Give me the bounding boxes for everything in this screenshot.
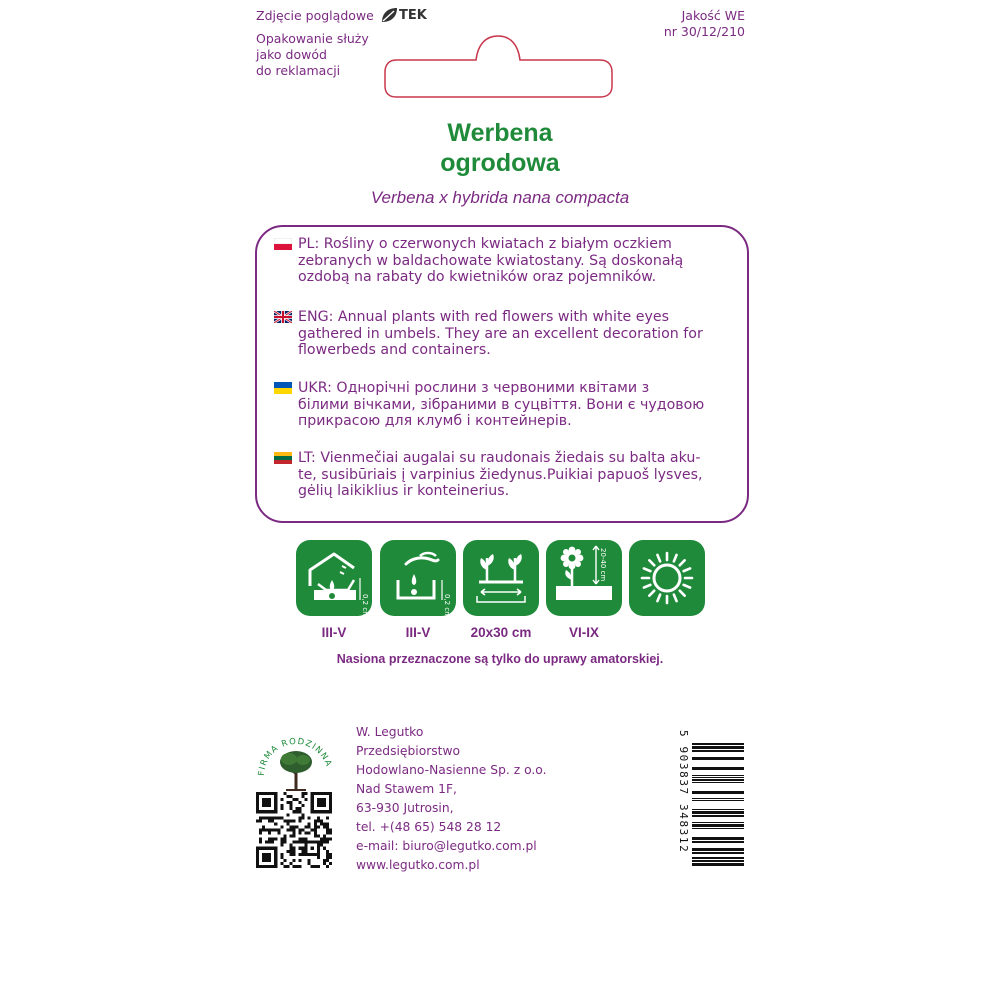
barcode-bar <box>692 798 744 799</box>
barcode-bar <box>692 860 744 862</box>
latin-name: Verbena x hybrida nana compacta <box>370 188 630 207</box>
svg-text:0,2 cm: 0,2 cm <box>443 594 451 616</box>
company-phone: tel. +(48 65) 548 28 12 <box>356 820 502 834</box>
sun-ray <box>644 585 650 588</box>
sun-ray <box>657 555 660 561</box>
tile-label-spacing: 20x30 cm <box>470 625 532 640</box>
sun-ray <box>684 585 690 588</box>
barcode-bar <box>692 777 744 778</box>
quality-note: Jakość WE nr 30/12/210 <box>663 8 745 39</box>
illustrative-note: Zdjęcie poglądowe <box>256 8 374 23</box>
description-box <box>255 225 749 523</box>
barcode-bar <box>692 782 744 783</box>
description-lt: LT: Vienmečiai augalai su raudonais žiedais su balta aku- te, susibūriais į varpinius žiedynus.Puikiai papuoš lysves, gėlių laikiklius ir konteinerius. <box>274 450 739 500</box>
hanger-hole <box>380 30 616 102</box>
ukraine-flag-icon <box>274 382 292 394</box>
sun-ray <box>649 591 654 596</box>
barcode-bar <box>692 857 744 859</box>
poland-flag-icon <box>274 238 292 250</box>
company-email[interactable]: e-mail: biuro@legutko.com.pl <box>356 839 537 853</box>
barcode-bar <box>692 841 744 843</box>
barcode <box>672 726 746 870</box>
tek-label: TEK <box>399 8 427 23</box>
sun-icon <box>629 540 705 616</box>
barcode-bar <box>692 775 744 776</box>
flowering-height-icon <box>546 540 622 616</box>
sun-ray <box>649 560 654 565</box>
sun-ray <box>680 560 685 565</box>
barcode-bar <box>692 863 744 866</box>
greenhouse-sowing-icon <box>296 540 372 616</box>
company-line: Hodowlano-Nasienne Sp. z o.o. <box>356 763 547 777</box>
description-uk: UKR: Однорічні рослини з червоними квітами з білими вічками, зібраними в суцвіття. Вони є чудовою прикрасою для клумб і контейнерів. <box>274 380 739 430</box>
leaf-icon <box>379 6 399 24</box>
barcode-bar <box>692 824 744 827</box>
spacing-icon <box>463 540 539 616</box>
barcode-bar <box>692 746 744 749</box>
qr-code[interactable] <box>256 792 332 868</box>
barcode-bar <box>692 828 744 829</box>
barcode-digits: 5 903837 348312 <box>677 730 690 854</box>
sun-ray <box>657 595 660 601</box>
sun-ray <box>674 555 677 561</box>
tile-label-ground: III-V <box>405 625 431 640</box>
tile-label-flowering: VI-IX <box>568 625 599 640</box>
packaging-note: Opakowanie służy jako dowód do reklamacji <box>256 31 369 78</box>
sun-ray <box>644 568 650 571</box>
description-en: ENG: Annual plants with red flowers with white eyes gathered in umbels. They are an excellent decoration for flowerbeds and containers. <box>274 309 739 359</box>
lithuania-flag-icon <box>274 452 292 464</box>
tile-label-greenhouse: III-V <box>321 625 347 640</box>
barcode-bar <box>692 815 744 817</box>
product-title: Werbena ogrodowa <box>440 119 560 177</box>
barcode-bar <box>692 750 744 752</box>
svg-text:20-40 cm: 20-40 cm <box>599 548 607 582</box>
company-city: 63-930 Jutrosin, <box>356 801 454 815</box>
svg-text:FIRMA RODZINNA: FIRMA RODZINNA <box>256 736 334 777</box>
barcode-bar <box>692 837 744 840</box>
barcode-bar <box>692 767 744 770</box>
sun-ray <box>674 595 677 601</box>
barcode-bar <box>692 791 744 794</box>
sun-ray <box>680 591 685 596</box>
company-line: Przedsiębiorstwo <box>356 744 461 758</box>
barcode-bar <box>692 811 744 814</box>
company-logo <box>256 724 336 794</box>
amateur-note: Nasiona przeznaczone są tylko do uprawy amatorskiej. <box>336 652 664 666</box>
barcode-bar <box>692 757 744 760</box>
ground-sowing-icon <box>380 540 456 616</box>
barcode-bar <box>692 779 744 781</box>
company-street: Nad Stawem 1F, <box>356 782 457 796</box>
svg-text:0,2 cm: 0,2 cm <box>361 594 369 616</box>
sun-ray <box>684 568 690 571</box>
uk-flag-icon <box>274 311 292 323</box>
company-website[interactable]: www.legutko.com.pl <box>356 858 480 872</box>
description-pl: PL: Rośliny o czerwonych kwiatach z białym oczkiem zebranych w baldachowate kwiatostany. Są doskonałą ozdobą na rabaty do kwietników oraz pojemników. <box>274 236 739 286</box>
barcode-bar <box>692 800 744 801</box>
barcode-bar <box>692 852 744 854</box>
barcode-bar <box>692 822 744 823</box>
company-name: W. Legutko <box>356 725 424 739</box>
barcode-bar <box>692 848 744 851</box>
barcode-bar <box>692 809 744 810</box>
barcode-bar <box>692 743 744 745</box>
